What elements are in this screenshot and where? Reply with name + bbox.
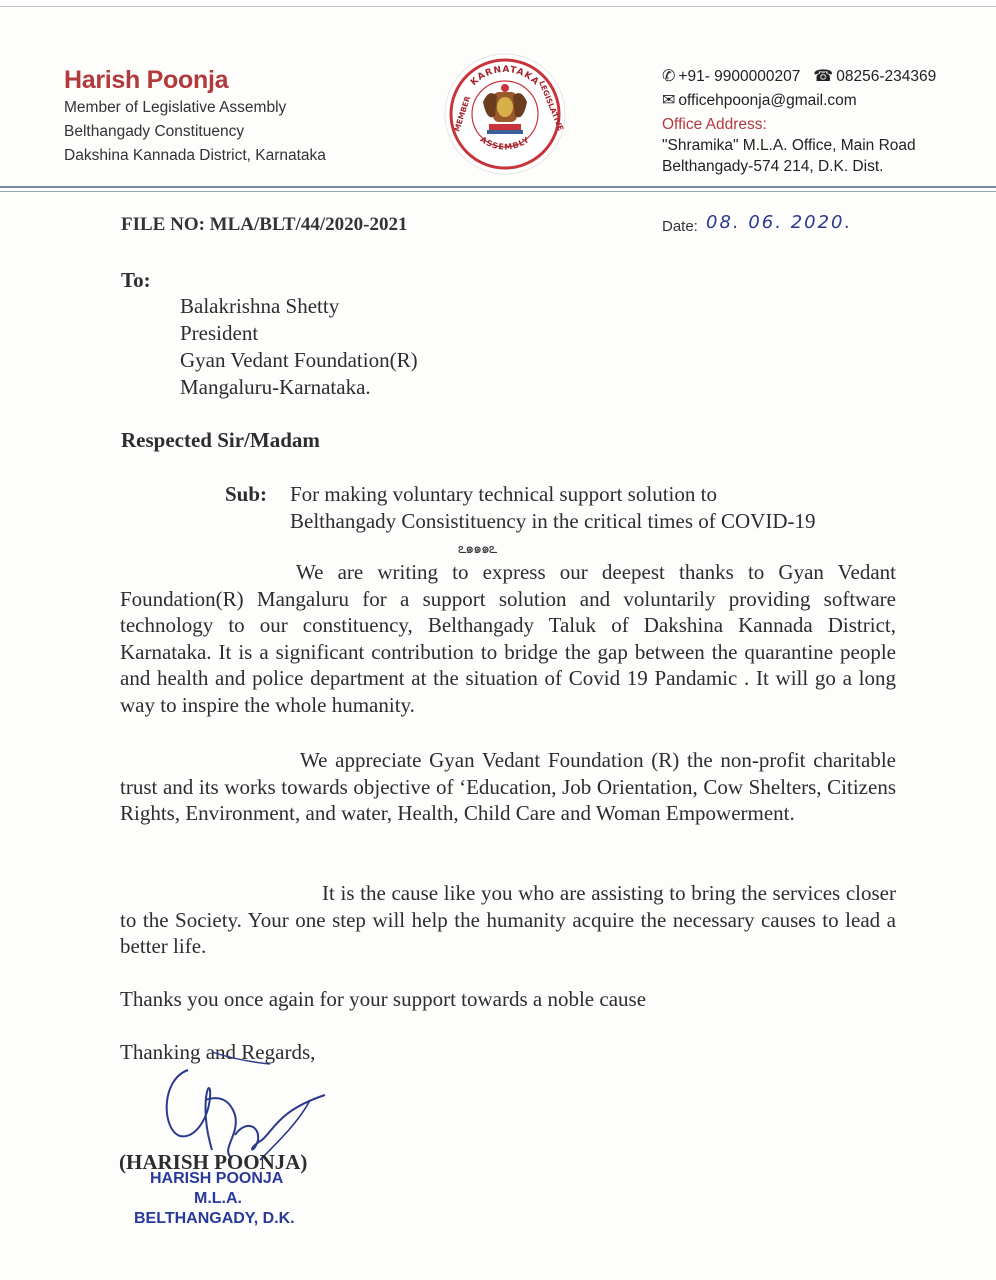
recipient-place: Mangaluru-Karnataka.	[180, 375, 371, 399]
email-icon: ✉	[662, 92, 676, 109]
paragraph-2: We appreciate Gyan Vedant Foundation (R) the non-profit charitable trust and its works towards objective of ‘Education, Job Orientation, Cow Shelters, Citizens Rights, Environment, and water, Health, Child Care and Woman Empowerment.	[120, 748, 896, 826]
mobile-number: +91- 9900000207	[678, 68, 801, 85]
subject-line-1: For making voluntary technical support solution to	[290, 482, 717, 506]
office-address-line-1: "Shramika" M.L.A. Office, Main Road	[662, 137, 916, 154]
salutation: Respected Sir/Madam	[121, 428, 320, 452]
recipient-org: Gyan Vedant Foundation(R)	[180, 348, 418, 372]
contact-email	[662, 90, 857, 110]
office-phone: 08256-234369	[836, 68, 937, 85]
stamp-name: HARISH POONJA	[150, 1170, 284, 1187]
subject-line-2: Belthangady Consistituency in the critical times of COVID-19	[290, 509, 816, 533]
to-label: To:	[121, 268, 151, 292]
subject-label: Sub:	[225, 482, 268, 506]
letterhead-title: Member of Legislative Assembly	[64, 99, 287, 116]
date-label: Date:	[662, 218, 698, 235]
top-edge-rule	[0, 6, 996, 7]
seal-left-text: MEMBER	[452, 94, 473, 133]
sign-off: Thanking and Regards,	[120, 1040, 316, 1064]
closing-line: Thanks you once again for your support towards a noble cause	[120, 987, 647, 1011]
seal-top-text: KARNATAKA	[468, 64, 542, 88]
stamp-place: BELTHANGADY, D.K.	[134, 1210, 295, 1227]
stamp-title: M.L.A.	[194, 1190, 242, 1207]
email-address: officehpoonja@gmail.com	[678, 92, 857, 109]
date-value-handwritten: 08. 06. 2020.	[706, 212, 853, 233]
letterhead-constituency: Belthangady Constituency	[64, 123, 245, 140]
letterhead-divider-thin	[0, 191, 996, 192]
seal-emblem	[443, 52, 567, 176]
contact-phones	[662, 66, 936, 86]
recipient-name: Balakrishna Shetty	[180, 294, 340, 318]
telephone-icon: ☎	[813, 68, 834, 85]
seal-right-text: LEGISLATIVE	[537, 79, 566, 132]
recipient-title: President	[180, 321, 259, 345]
file-number: FILE NO: MLA/BLT/44/2020-2021	[121, 214, 408, 235]
office-address-line-2: Belthangady-574 214, D.K. Dist.	[662, 158, 884, 175]
letterhead-divider	[0, 186, 996, 188]
paragraph-1: We are writing to express our deepest thanks to Gyan Vedant Foundation(R) Mangaluru for a support solution and voluntarily providing software technology to our constituency, Belthangady Taluk of Dakshina Kannada District, Karnataka. It is a significant contribution to bridge the gap between the quarantine people and health and police department at the situation of Covid 19 Pandamic . It will go a long way to inspire the whole humanity.	[120, 560, 896, 717]
phone-icon: ✆	[662, 68, 676, 85]
letterhead-district: Dakshina Kannada District, Karnataka	[64, 147, 326, 164]
seal-bottom-text: ASSEMBLY	[478, 134, 532, 152]
signatory-name: (HARISH POONJA)	[119, 1150, 308, 1174]
ornament-divider: ఽ๑๑๑ఽ	[458, 541, 497, 557]
letterhead-name: Harish Poonja	[64, 66, 229, 94]
paragraph-3: It is the cause like you who are assisting to bring the services closer to the Society. Your one step will help the humanity acquire the necessary causes to lead a better life.	[120, 881, 896, 959]
office-address-label: Office Address:	[662, 116, 767, 133]
